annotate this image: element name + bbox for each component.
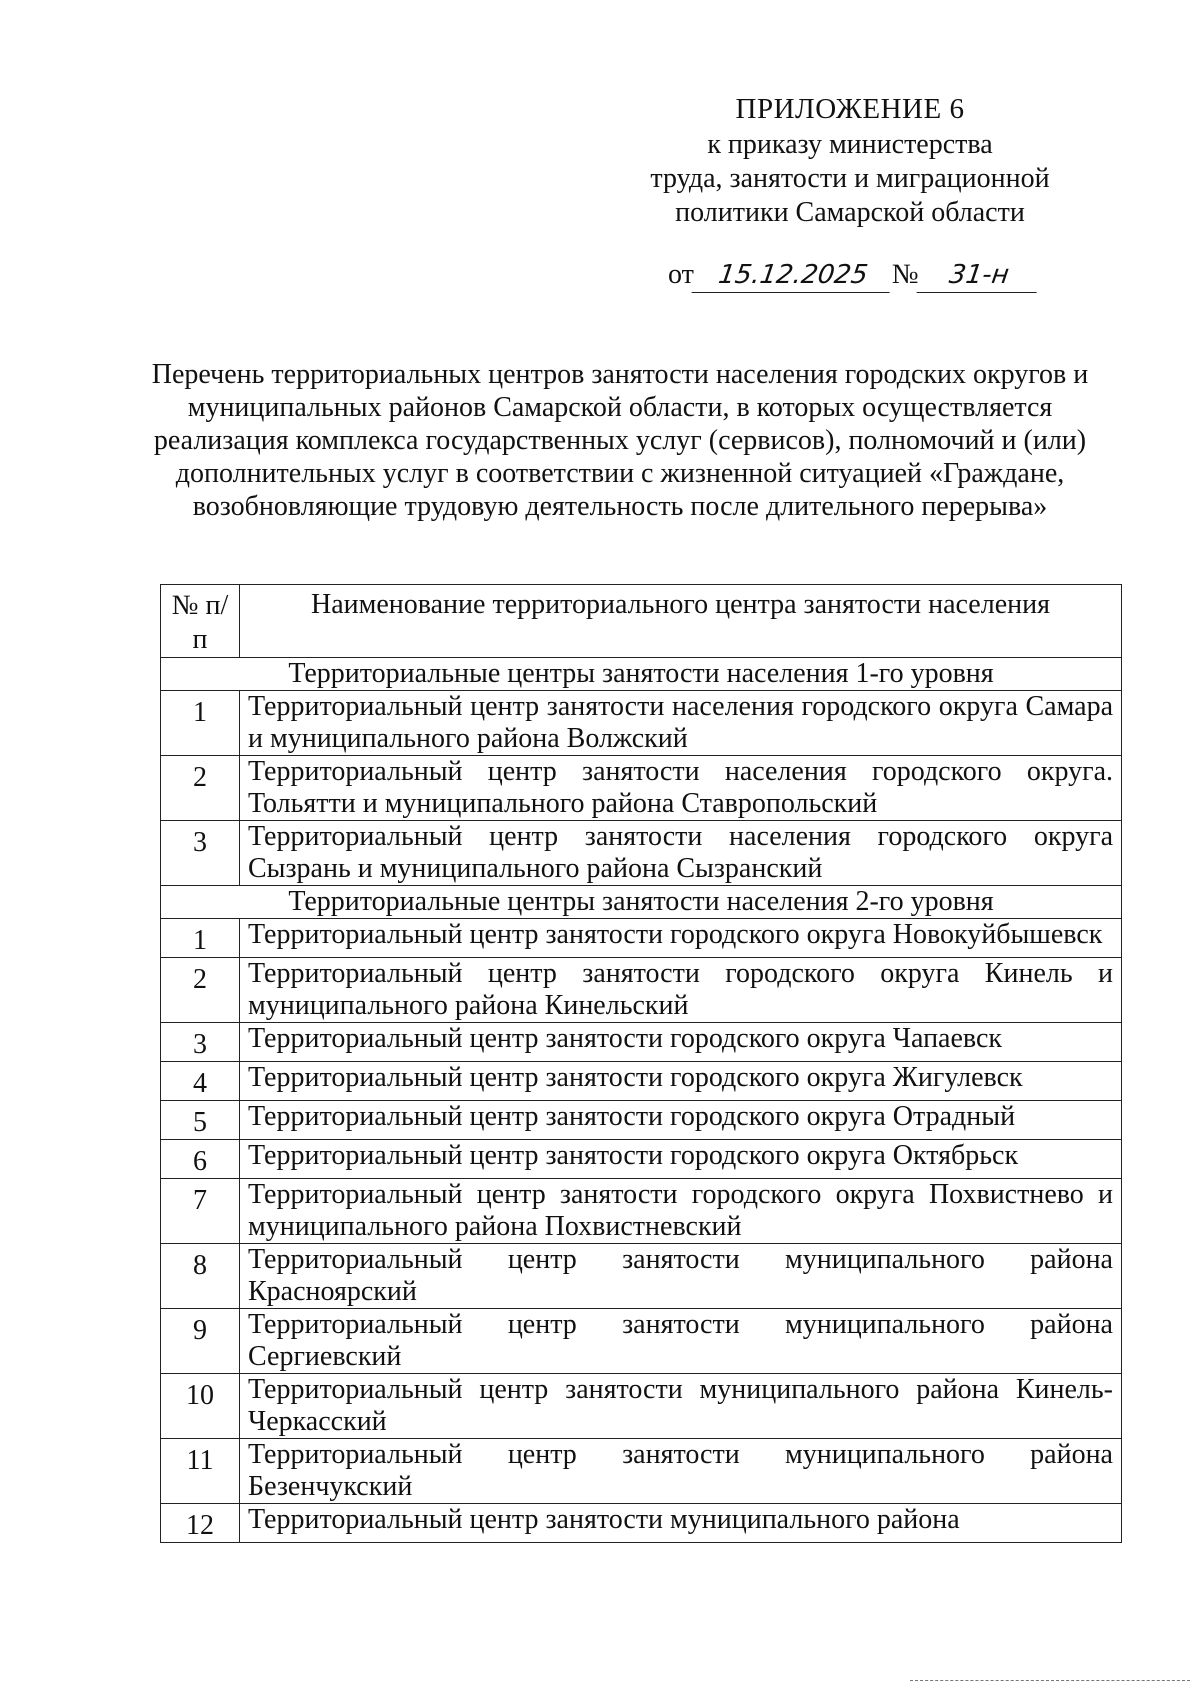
- table-row: [161, 958, 1122, 1023]
- center-name: Территориальный центр занятости муниципального района Красноярский: [240, 1244, 1122, 1309]
- table-group-row: [161, 658, 1122, 691]
- table-row: [161, 1023, 1122, 1062]
- center-name: Территориальный центр занятости городского округа Похвистнево и муниципального района Похвистневский: [240, 1179, 1122, 1244]
- center-name: Территориальный центр занятости населения городского округа Самара и муниципального района Волжский: [240, 691, 1122, 756]
- table-group-row: [161, 886, 1122, 919]
- center-name: Территориальный центр занятости муниципального района Сергиевский: [240, 1309, 1122, 1374]
- table-row: [161, 1244, 1122, 1309]
- table-row: [161, 691, 1122, 756]
- center-name: Территориальный центр занятости городского округа Жигулевск: [240, 1062, 1122, 1101]
- row-number: 6: [161, 1140, 240, 1179]
- row-number: 2: [161, 756, 240, 821]
- order-number: 31-н: [916, 258, 1041, 293]
- row-number: 5: [161, 1101, 240, 1140]
- table-row: [161, 1374, 1122, 1439]
- group-title: Территориальные центры занятости населения 2-го уровня: [161, 886, 1122, 919]
- table-row: [161, 821, 1122, 886]
- row-number: 7: [161, 1179, 240, 1244]
- center-name: Территориальный центр занятости муниципального района Безенчукский: [240, 1439, 1122, 1504]
- table-row: [161, 1062, 1122, 1101]
- order-number-label: №: [891, 259, 919, 290]
- center-name: Территориальный центр занятости населения городского округа. Тольятти и муниципального района Ставропольский: [240, 756, 1122, 821]
- table-row: [161, 756, 1122, 821]
- center-name: Территориальный центр занятости городского округа Новокуйбышевск: [240, 919, 1122, 958]
- column-header-name: Наименование территориального центра занятости населения: [240, 585, 1122, 658]
- table-row: [161, 1179, 1122, 1244]
- row-number: 8: [161, 1244, 240, 1309]
- center-name: Территориальный центр занятости городского округа Отрадный: [240, 1101, 1122, 1140]
- center-name: Территориальный центр занятости городского округа Октябрьск: [240, 1140, 1122, 1179]
- column-header-number: № п/п: [161, 585, 240, 658]
- row-number: 3: [161, 821, 240, 886]
- row-number: 1: [161, 691, 240, 756]
- center-name: Территориальный центр занятости городского округа Кинель и муниципального района Кинельский: [240, 958, 1122, 1023]
- appendix-header: [600, 92, 1100, 230]
- table-body: [161, 658, 1122, 1543]
- table-row: [161, 1309, 1122, 1374]
- page-footer-line: [910, 1680, 1190, 1681]
- table-row: [161, 1140, 1122, 1179]
- row-number: 12: [161, 1504, 240, 1543]
- row-number: 4: [161, 1062, 240, 1101]
- group-title: Территориальные центры занятости населения 1-го уровня: [161, 658, 1122, 691]
- row-number: 2: [161, 958, 240, 1023]
- center-name: Территориальный центр занятости населения городского округа Сызрань и муниципального района Сызранский: [240, 821, 1122, 886]
- order-reference: [668, 258, 1068, 293]
- appendix-title: ПРИЛОЖЕНИЕ 6: [735, 93, 965, 125]
- appendix-line: к приказу министерства: [707, 129, 993, 160]
- table-row: [161, 1504, 1122, 1543]
- centers-table: [160, 584, 1122, 1543]
- appendix-line: политики Самарской области: [675, 197, 1025, 228]
- row-number: 3: [161, 1023, 240, 1062]
- table-row: [161, 919, 1122, 958]
- document-title: Перечень территориальных центров занятости населения городских округов и муниципальных районов Самарской области, в которых осуществляется реализация комплекса государственных услуг (сервисов), полномочий и (или) дополнительных услуг в соответствии с жизненной ситуацией «Граждане, возобновляющие трудовую деятельность после длительного перерыва»: [151, 359, 1089, 522]
- center-name: Территориальный центр занятости муниципального района: [240, 1504, 1122, 1543]
- table-row: [161, 1439, 1122, 1504]
- row-number: 10: [161, 1374, 240, 1439]
- row-number: 9: [161, 1309, 240, 1374]
- table-header-row: [161, 585, 1122, 658]
- order-date: 15.12.2025: [691, 258, 894, 293]
- appendix-line: труда, занятости и миграционной: [650, 163, 1050, 194]
- table-row: [161, 1101, 1122, 1140]
- center-name: Территориальный центр занятости городского округа Чапаевск: [240, 1023, 1122, 1062]
- order-from-label: от: [668, 259, 694, 290]
- center-name: Территориальный центр занятости муниципального района Кинель-Черкасский: [240, 1374, 1122, 1439]
- row-number: 11: [161, 1439, 240, 1504]
- row-number: 1: [161, 919, 240, 958]
